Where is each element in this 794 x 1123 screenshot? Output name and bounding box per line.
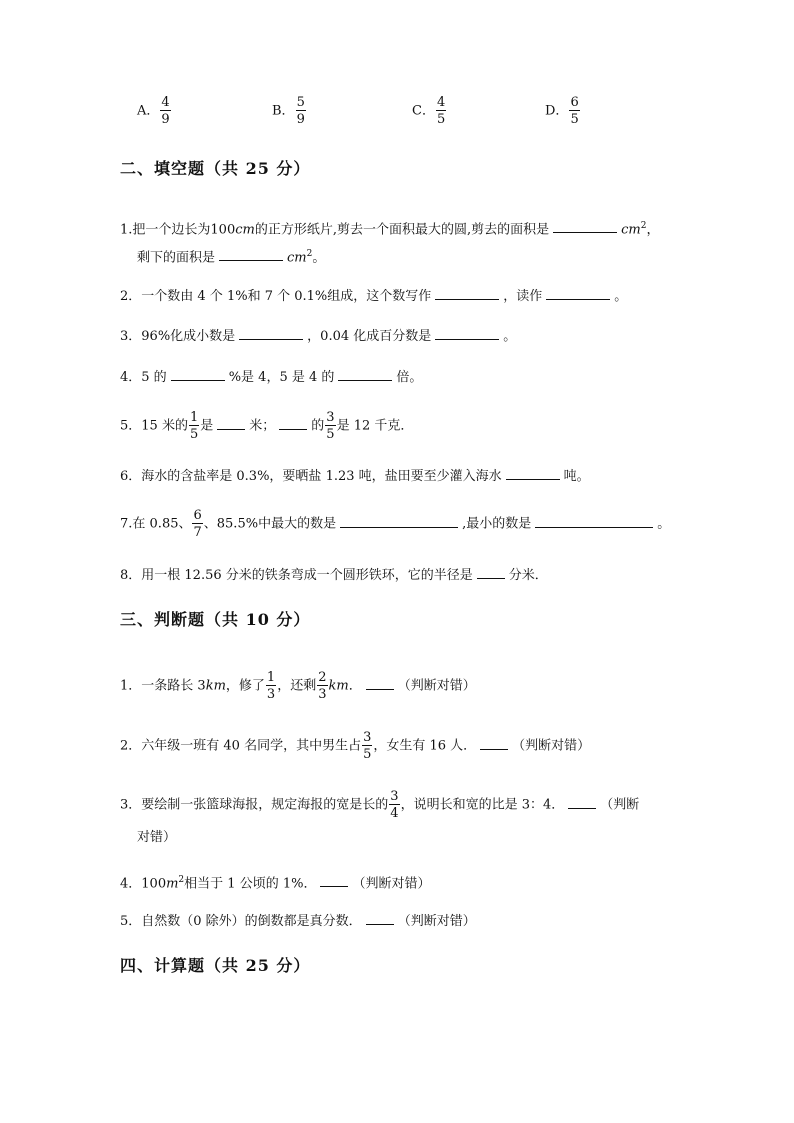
answer-blank[interactable] [338, 366, 392, 381]
answer-blank[interactable] [340, 513, 458, 528]
answer-blank[interactable] [320, 872, 348, 887]
answer-blank[interactable] [546, 285, 610, 300]
fill-question-1-cont: 剩下的面积是 $cm^2$。 [137, 244, 325, 268]
fill-question-2: 2．一个数由 4 个 1%和 7 个 0.1%组成，这个数写作 ，读作 。 [120, 285, 627, 307]
answer-blank[interactable] [480, 735, 508, 750]
section-heading-fill-in: 二、填空题（共 25 分） [120, 159, 311, 178]
answer-blank[interactable] [435, 325, 499, 340]
answer-blank[interactable] [239, 325, 303, 340]
fill-question-7: 7.在 0.85、 $\frac{6}{7}$ 、85.5%中最大的数是 ,最小的数是 。 [120, 508, 671, 540]
fraction: $\frac{3}{4}$ [390, 789, 399, 821]
fraction: $\frac{1}{5}$ [189, 410, 199, 442]
option-c: C． $\frac{4}{5}$ [412, 95, 446, 127]
fraction: $\frac{3}{5}$ [326, 410, 335, 442]
fill-question-3: 3．96%化成小数是 ，0.04 化成百分数是 。 [120, 325, 516, 347]
answer-blank[interactable] [477, 564, 505, 579]
option-a: A． $\frac{4}{9}$ [137, 95, 170, 127]
section-heading-true-false: 三、判断题（共 10 分） [120, 610, 311, 629]
fraction: $\frac{1}{3}$ [266, 670, 276, 702]
section-heading-calculation: 四、计算题（共 25 分） [120, 956, 311, 975]
fraction: $\frac{3}{5}$ [363, 730, 372, 762]
answer-blank[interactable] [553, 218, 617, 233]
answer-blank[interactable] [435, 285, 499, 300]
option-a-fraction: $\frac{4}{9}$ [161, 95, 170, 127]
answer-blank[interactable] [506, 465, 560, 480]
judge-question-3-cont: 对错） [137, 830, 177, 845]
judge-question-2: 2．六年级一班有 40 名同学，其中男生占 $\frac{3}{5}$ ，女生有 16 人． （判断对错） [120, 730, 591, 762]
answer-blank[interactable] [366, 675, 394, 690]
fraction: $\frac{2}{3}$ [318, 670, 327, 702]
option-d-fraction: $\frac{6}{5}$ [570, 95, 579, 127]
answer-blank[interactable] [535, 513, 653, 528]
option-d: D． $\frac{6}{5}$ [545, 95, 579, 127]
option-c-fraction: $\frac{4}{5}$ [436, 95, 446, 127]
judge-question-3: 3．要绘制一张篮球海报，规定海报的宽是长的 $\frac{3}{4}$ ，说明长和宽的比是 3：4． （判断 [120, 789, 640, 821]
fill-question-6: 6．海水的含盐率是 0.3%，要晒盐 1.23 吨，盐田要至少灌入海水 吨。 [120, 465, 590, 487]
fill-question-8: 8．用一根 12.56 分米的铁条弯成一个圆形铁环，它的半径是 分米． [120, 564, 548, 586]
answer-blank[interactable] [217, 415, 245, 430]
judge-question-4: 4．$100m^2$相当于 1 公顷的 1%． （判断对错） [120, 870, 430, 894]
fill-question-4: 4．5 的 %是 4，5 是 4 的 倍。 [120, 366, 422, 388]
judge-question-1: 1．一条路长 3km，修了 $\frac{1}{3}$ ，还剩 $\frac{2}{3}$ km． （判断对错） [120, 670, 476, 702]
fill-question-1: 1.把一个边长为100cm的正方形纸片,剪去一个面积最大的圆,剪去的面积是 $cm^2$， [120, 216, 659, 240]
option-b-fraction: $\frac{5}{9}$ [296, 95, 305, 127]
answer-blank[interactable] [219, 246, 283, 261]
fill-question-5: 5．15 米的 $\frac{1}{5}$ 是 米； 的 $\frac{3}{5}$ 是 12 千克． [120, 410, 414, 442]
judge-question-5: 5．自然数（0 除外）的倒数都是真分数． （判断对错） [120, 910, 476, 932]
answer-blank[interactable] [568, 794, 596, 809]
answer-blank[interactable] [171, 366, 225, 381]
option-b: B． $\frac{5}{9}$ [272, 95, 305, 127]
answer-blank[interactable] [366, 910, 394, 925]
answer-blank[interactable] [279, 415, 307, 430]
fraction: $\frac{6}{7}$ [193, 508, 202, 540]
